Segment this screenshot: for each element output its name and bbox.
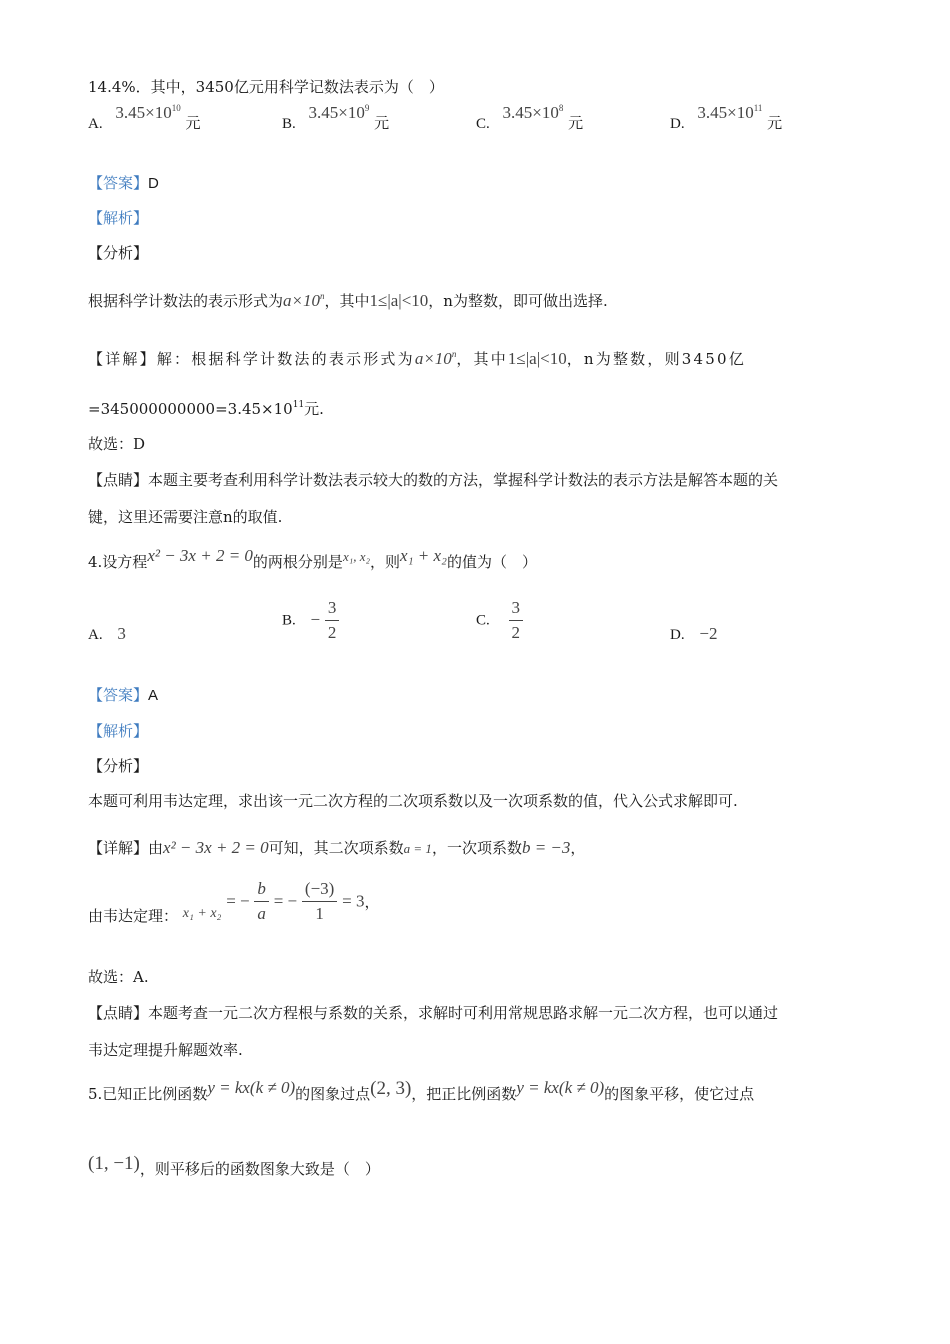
fraction-numerator: 3 <box>509 598 524 621</box>
detail-unit: 元. <box>304 400 324 418</box>
option-exponent: 11 <box>753 103 763 113</box>
stem-point-1: (2, 3) <box>370 1078 412 1099</box>
q3-option-c <box>476 103 584 133</box>
q3-detail-line-2 <box>88 398 324 419</box>
vieta-fraction-1 <box>254 879 269 924</box>
option-fraction <box>325 598 340 643</box>
vieta-fraction-2 <box>302 879 337 924</box>
q3-comment-line-2: 键，这里还需要注意n的取值. <box>88 508 283 526</box>
stem-function: y = kx(k ≠ 0) <box>207 1078 296 1097</box>
option-label: B. <box>282 612 296 629</box>
q3-conclusion: 故选：D <box>88 435 146 453</box>
stem-roots: x₁, x₂ <box>342 549 371 564</box>
formula-exponent: n <box>320 291 325 301</box>
fenxi-formula <box>283 291 324 310</box>
detail-formula <box>415 349 456 368</box>
q5-stem-line-2 <box>88 1153 380 1180</box>
stem-text: 的值为（ ） <box>446 553 537 571</box>
option-unit: 元 <box>185 114 201 132</box>
fraction-numerator: b <box>254 879 269 902</box>
vieta-equals: = − <box>273 891 298 911</box>
vieta-result: = 3 <box>342 891 365 911</box>
option-fraction <box>509 598 524 643</box>
fenxi-inequality: 1≤|a|<10 <box>369 291 429 310</box>
option-unit: 元 <box>568 114 584 132</box>
option-unit: 元 <box>767 114 783 132</box>
q4-fenxi-text: 本题可利用韦达定理，求出该一元二次方程的二次项系数以及一次项系数的值，代入公式求解即可. <box>88 792 738 810</box>
detail-coef-a: a = 1 <box>403 841 432 856</box>
detail-text-1: 解：根据科学计数法的表示形式为 <box>156 350 415 368</box>
answer-tag: 【答案】 <box>88 686 149 704</box>
option-exponent: 8 <box>558 103 564 113</box>
q4-conclusion: 故选：A. <box>88 968 149 986</box>
vieta-label: 由韦达定理： <box>88 907 179 925</box>
detail-text-2: ，其中 <box>456 350 508 368</box>
option-label: D. <box>670 627 685 643</box>
detail-exponent: 11 <box>292 400 305 410</box>
fraction-denominator: a <box>257 904 266 923</box>
q3-comment-line-1 <box>88 469 778 490</box>
q4-comment-line-2: 韦达定理提升解题效率. <box>88 1041 243 1059</box>
fenxi-text-3: ，n为整数，即可做出选择. <box>428 292 608 310</box>
option-exponent: 10 <box>171 103 181 113</box>
formula-base: a×10 <box>283 291 320 310</box>
q3-option-a <box>88 103 201 133</box>
detail-text: 由 <box>148 839 164 857</box>
option-label: C. <box>476 612 490 629</box>
q3-option-b <box>282 103 390 133</box>
detail-equation: x² − 3x + 2 = 0 <box>163 838 269 857</box>
q4-option-d <box>670 624 717 644</box>
q4-comment-line-1 <box>88 1002 778 1023</box>
stem-text: 5.已知正比例函数 <box>88 1085 208 1103</box>
q4-option-a <box>88 624 126 644</box>
stem-text: 4.设方程 <box>88 553 148 571</box>
stem-text: 的图象平移，使它过点 <box>604 1085 755 1103</box>
fenxi-text-2: ，其中 <box>324 292 370 310</box>
q3-answer <box>88 172 159 193</box>
q3-stem: 14.4%．其中，3450亿元用科学记数法表示为（ ） <box>88 78 444 96</box>
answer-tag: 【答案】 <box>88 174 149 192</box>
option-label: D. <box>670 116 685 132</box>
stem-function: y = kx(k ≠ 0) <box>516 1078 605 1097</box>
comment-text: 本题考查一元二次方程根与系数的关系，求解时可利用常规思路求解一元二次方程，也可以通过 <box>148 1004 779 1022</box>
option-times: ×10 <box>145 103 172 122</box>
vieta-lhs: x₁ + x₂ <box>182 905 222 921</box>
option-label: B. <box>282 116 296 132</box>
fraction-denominator: 1 <box>315 904 324 923</box>
detail-coef-b: b = −3 <box>521 838 571 857</box>
q4-option-b <box>282 598 339 643</box>
option-mantissa: 3.45 <box>697 103 728 122</box>
q4-analysis-tag: 【解析】 <box>88 722 149 740</box>
detail-inequality: 1≤|a|<10 <box>507 349 567 368</box>
option-unit: 元 <box>374 114 390 132</box>
stem-point-2: (1, −1) <box>88 1153 140 1174</box>
detail-tag: 【详解】 <box>88 839 149 857</box>
stem-text: 的两根分别是 <box>252 553 343 571</box>
stem-text: ，则 <box>370 553 401 571</box>
option-times: ×10 <box>338 103 365 122</box>
q4-detail <box>88 837 585 858</box>
detail-calc: =345000000000=3.45×10 <box>88 400 293 418</box>
comment-tag: 【点睛】 <box>88 471 149 489</box>
option-label: C. <box>476 116 490 132</box>
option-mantissa: 3.45 <box>308 103 339 122</box>
fraction-denominator: 2 <box>511 623 521 642</box>
q4-stem <box>88 546 537 572</box>
option-exponent: 9 <box>364 103 370 113</box>
q4-fenxi-tag: 【分析】 <box>88 757 149 775</box>
stem-text: ，把正比例函数 <box>411 1085 517 1103</box>
answer-value: A <box>148 687 159 704</box>
option-sign: − <box>310 609 321 629</box>
option-label: A. <box>88 116 103 132</box>
option-mantissa: 3.45 <box>502 103 533 122</box>
vieta-end: ， <box>364 893 380 911</box>
q3-analysis-tag: 【解析】 <box>88 209 149 227</box>
fenxi-text-1: 根据科学计数法的表示形式为 <box>88 292 284 310</box>
q4-answer <box>88 684 158 705</box>
detail-text: 可知，其二次项系数 <box>268 839 404 857</box>
q5-stem-line-1 <box>88 1078 755 1105</box>
stem-sum: x₁ + x₂ <box>400 546 447 565</box>
option-mantissa: 3.45 <box>115 103 146 122</box>
q4-vieta <box>88 879 379 924</box>
q3-fenxi-tag: 【分析】 <box>88 244 149 262</box>
formula-base: a×10 <box>414 349 452 368</box>
answer-value: D <box>148 175 159 192</box>
q4-option-c <box>476 598 523 643</box>
fraction-numerator: (−3) <box>302 879 337 902</box>
q3-option-d <box>670 103 783 133</box>
detail-text-3: ，n为整数，则3450亿 <box>566 350 746 368</box>
comment-tag: 【点睛】 <box>88 1004 149 1022</box>
option-times: ×10 <box>727 103 754 122</box>
stem-equation: x² − 3x + 2 = 0 <box>147 546 253 565</box>
detail-tag: 【详解】 <box>88 350 157 368</box>
formula-exponent: n <box>451 349 457 359</box>
vieta-equals: = − <box>226 891 250 911</box>
q3-fenxi-text <box>88 290 608 311</box>
option-value: 3 <box>117 624 126 643</box>
detail-text: ， <box>570 839 586 857</box>
comment-text: 本题主要考查利用科学计数法表示较大的数的方法，掌握科学计数法的表示方法是解答本题的关 <box>148 471 779 489</box>
fraction-numerator: 3 <box>325 598 340 621</box>
detail-text: ，一次项系数 <box>431 839 522 857</box>
stem-text: 的图象过点 <box>295 1085 371 1103</box>
fraction-denominator: 2 <box>327 623 337 642</box>
stem-text: ，则平移后的函数图象大致是（ ） <box>139 1160 380 1178</box>
option-value: −2 <box>699 624 718 643</box>
q3-detail-line-1 <box>88 348 746 369</box>
option-label: A. <box>88 627 103 643</box>
option-times: ×10 <box>532 103 559 122</box>
